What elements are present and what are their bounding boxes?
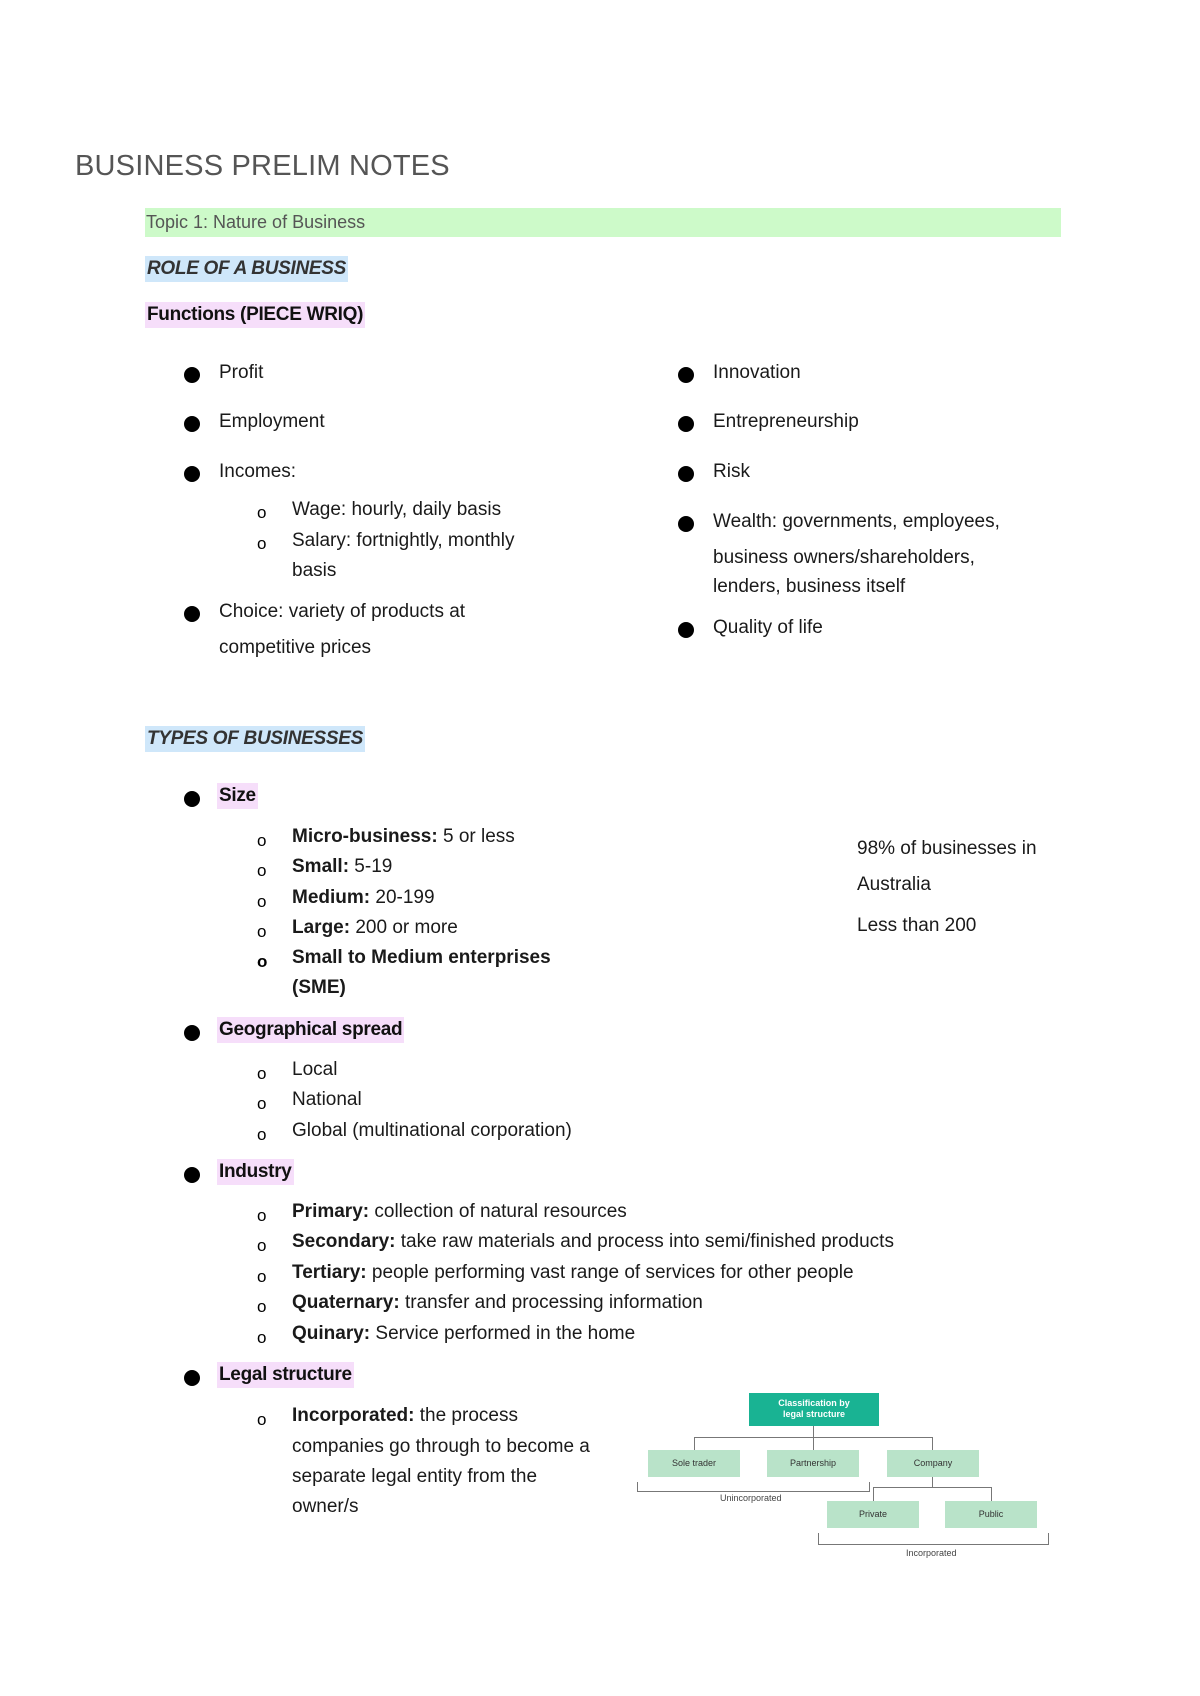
industry-quinary [292,1323,635,1345]
sub-bullet-icon: o [257,831,267,850]
industry-tertiary-term: Tertiary: [292,1262,367,1283]
bullet-icon [678,466,694,482]
sub-bullet-icon: o [257,1094,267,1113]
industry-quaternary [292,1292,703,1314]
diagram-bracket [818,1544,1049,1545]
sub-bullet-icon: o [257,1328,267,1347]
industry-label: Industry [217,1159,294,1185]
bullet-icon [184,1025,200,1041]
size-micro-term: Micro-business: [292,826,438,847]
functions-subheading: Functions (PIECE WRIQ) [145,302,365,328]
bullet-icon [184,367,200,383]
function-entrepreneurship: Entrepreneurship [713,411,859,432]
geo-global: Global (multinational corporation) [292,1120,572,1141]
sub-bullet-icon: o [257,952,268,971]
sub-bullet-icon: o [257,1267,267,1286]
industry-quinary-term: Quinary: [292,1323,371,1344]
diagram-sole-trader: Sole trader [648,1450,740,1477]
legal-incorporated-cont1: companies go through to become a [292,1436,590,1457]
legal-label: Legal structure [217,1362,354,1388]
function-wealth-cont: business owners/shareholders, [713,547,975,568]
size-small-desc: 5-19 [349,856,393,877]
size-micro [292,826,515,848]
legal-incorporated-term: Incorporated: [292,1405,415,1426]
incomes-salary: Salary: fortnightly, monthly [292,530,515,551]
sub-bullet-icon: o [257,1236,267,1255]
function-profit: Profit [219,362,264,383]
size-small-term: Small: [292,856,350,877]
industry-secondary-term: Secondary: [292,1231,396,1252]
diagram-head-line1: Classification by [778,1398,850,1408]
geo-local: Local [292,1059,338,1080]
legal-incorporated-cont3: owner/s [292,1496,359,1517]
size-small [292,856,392,878]
sub-bullet-icon: o [257,861,267,880]
size-sme: Small to Medium enterprises [292,947,551,968]
size-note-sme: Less than 200 [857,915,977,936]
industry-quaternary-desc: transfer and processing information [399,1292,703,1313]
legal-incorporated-cont2: separate legal entity from the [292,1466,538,1487]
diagram-connector [873,1487,874,1501]
industry-quaternary-term: Quaternary: [292,1292,400,1313]
types-heading: TYPES OF BUSINESSES [145,726,365,752]
bullet-icon [184,791,200,807]
diagram-connector [813,1426,814,1437]
page-title: BUSINESS PRELIM NOTES [75,150,450,182]
size-large [292,917,458,939]
industry-primary-term: Primary: [292,1201,370,1222]
industry-tertiary [292,1262,854,1284]
bullet-icon [184,1167,200,1183]
diagram-connector [932,1437,933,1450]
diagram-private: Private [827,1501,919,1528]
diagram-connector [813,1437,814,1450]
industry-secondary [292,1231,894,1253]
bullet-icon [184,416,200,432]
sub-bullet-icon: o [257,892,267,911]
diagram-bracket [637,1491,870,1492]
sub-bullet-icon: o [257,1297,267,1316]
diagram-connector [991,1487,992,1501]
bullet-icon [678,416,694,432]
industry-primary-desc: collection of natural resources [369,1201,627,1222]
size-label: Size [217,783,258,809]
topic-banner [145,208,1061,237]
sub-bullet-icon: o [257,1064,267,1083]
legal-incorporated [292,1405,518,1427]
size-note: 98% of businesses in [857,838,1037,859]
diagram-public: Public [945,1501,1037,1528]
sub-bullet-icon: o [257,1125,267,1144]
diagram-connector [694,1437,695,1450]
bullet-icon [678,622,694,638]
function-wealth: Wealth: governments, employees, [713,511,1000,532]
bullet-icon [678,367,694,383]
topic-label: Topic 1: Nature of Business [146,212,366,232]
sub-bullet-icon: o [257,1206,267,1225]
sub-bullet-icon: o [257,922,267,941]
size-sme-cont: (SME) [292,977,346,998]
function-choice: Choice: variety of products at [219,601,466,622]
diagram-bracket [1048,1533,1049,1544]
legal-incorporated-desc: the process [414,1405,518,1426]
size-medium-desc: 20-199 [370,887,435,908]
size-medium [292,887,435,909]
function-employment: Employment [219,411,325,432]
diagram-unincorporated: Unincorporated [720,1493,782,1503]
function-risk: Risk [713,461,750,482]
diagram-connector [932,1477,933,1487]
function-innovation: Innovation [713,362,801,383]
geo-label: Geographical spread [217,1017,404,1043]
diagram-partnership: Partnership [767,1450,859,1477]
industry-quinary-desc: Service performed in the home [370,1323,636,1344]
bullet-icon [184,1370,200,1386]
size-large-term: Large: [292,917,351,938]
sub-bullet-icon: o [257,503,267,522]
diagram-bracket [869,1482,870,1491]
bullet-icon [678,516,694,532]
diagram-head-box [749,1393,879,1426]
industry-secondary-desc: take raw materials and process into semi/finished products [395,1231,894,1252]
function-wealth-cont2: lenders, business itself [713,576,906,597]
size-micro-desc: 5 or less [437,826,515,847]
diagram-incorporated: Incorporated [906,1548,957,1558]
size-large-desc: 200 or more [350,917,458,938]
size-note-cont: Australia [857,874,931,895]
diagram-connector [873,1487,992,1488]
function-incomes: Incomes: [219,461,297,482]
bullet-icon [184,606,200,622]
industry-primary [292,1201,627,1223]
diagram-company: Company [887,1450,979,1477]
size-medium-term: Medium: [292,887,371,908]
role-heading: ROLE OF A BUSINESS [145,256,348,282]
industry-tertiary-desc: people performing vast range of services for other people [366,1262,854,1283]
incomes-salary-cont: basis [292,560,337,581]
sub-bullet-icon: o [257,534,267,553]
legal-structure-diagram [636,1393,1056,1563]
sub-bullet-icon: o [257,1410,267,1429]
function-quality: Quality of life [713,617,823,638]
diagram-head-line2: legal structure [782,1409,846,1419]
diagram-bracket [818,1533,819,1544]
function-choice-cont: competitive prices [219,637,372,658]
incomes-wage: Wage: hourly, daily basis [292,499,502,520]
geo-national: National [292,1089,362,1110]
diagram-bracket [637,1482,638,1491]
bullet-icon [184,466,200,482]
